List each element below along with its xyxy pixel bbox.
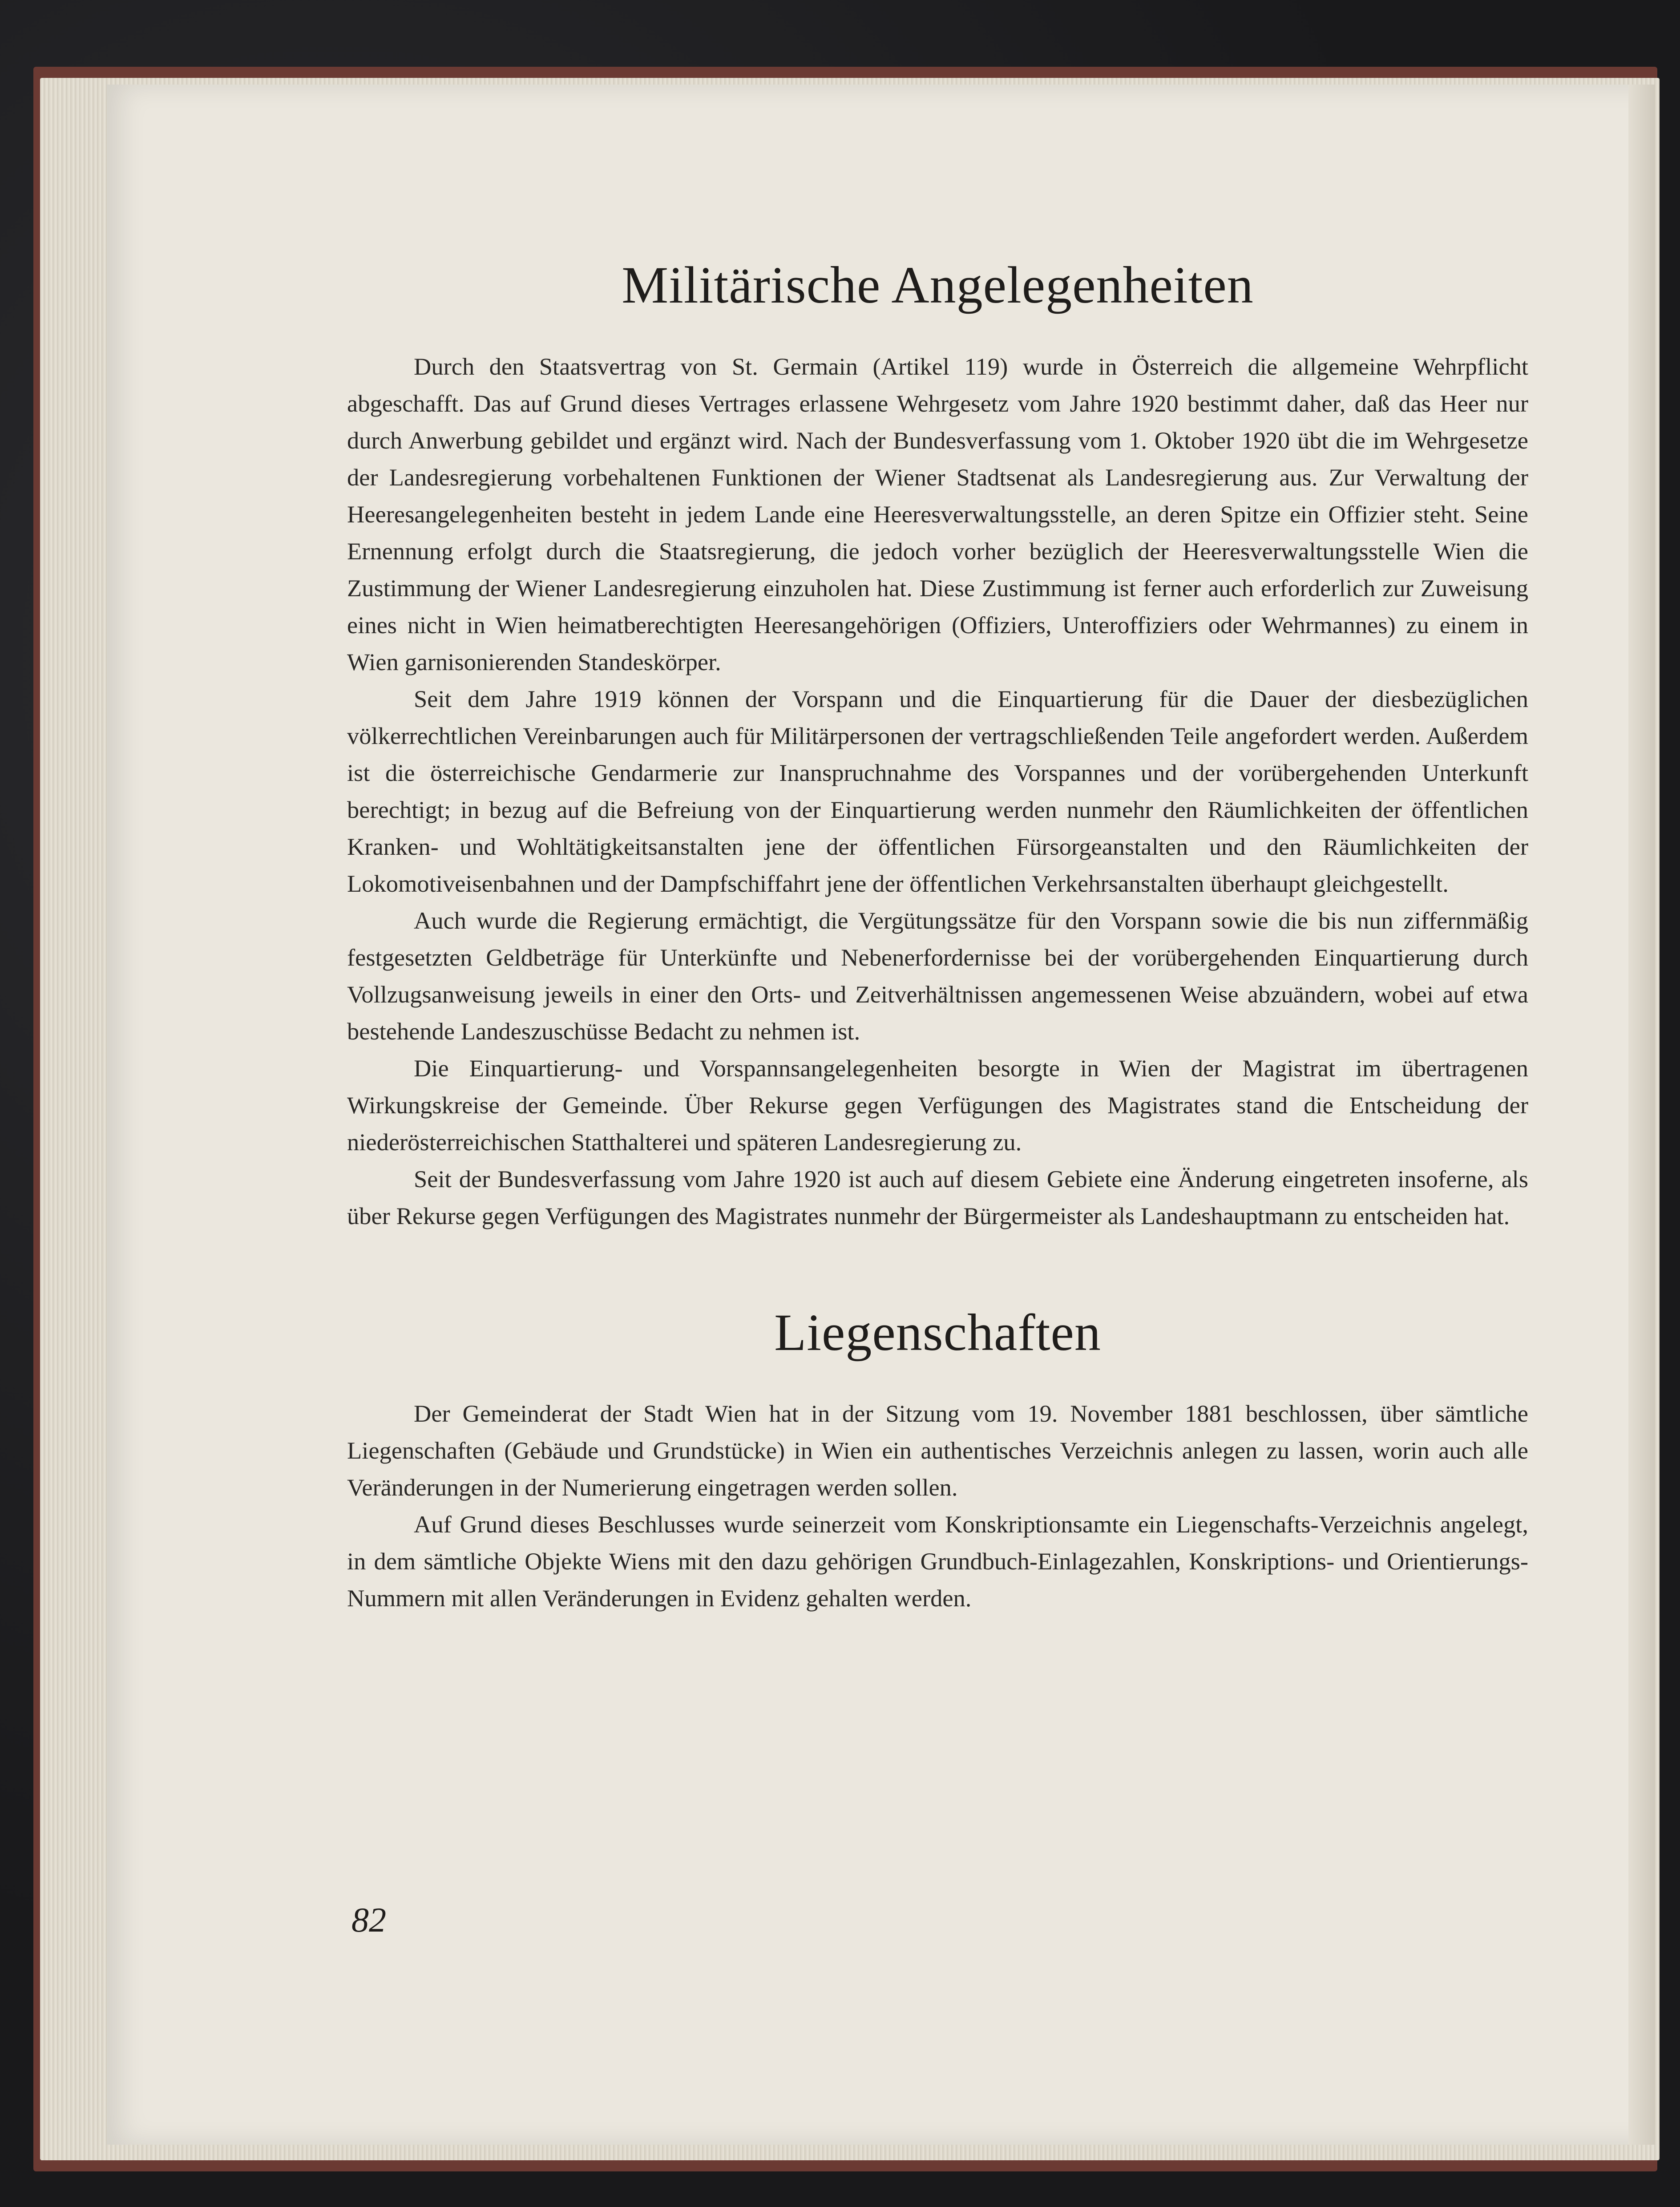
paragraph: Seit der Bundesverfassung vom Jahre 1920 ist auch auf diesem Gebiete eine Änderung eingetreten insoferne, als über Rekurse gegen Verfügungen des Magistrates nunmehr der Bürgermeister als Landeshauptmann zu entscheiden hat. — [347, 1165, 1528, 1229]
paragraph: Seit dem Jahre 1919 können der Vorspann und die Einquartierung für die Dauer der diesbezüglichen völkerrechtlichen Vereinbarungen auch für Militärpersonen der vertragschließenden Teile angefordert werden. Außerdem ist die österreichische Gendarmerie zur Inanspruchnahme des Vorspannes und der vorübergehenden Unterkunft berechtigt; in bezug auf die Befreiung von der Einquartierung werden nunmehr den Räumlichkeiten der öffentlichen Kranken- und Wohltätigkeitsanstalten jene der öffentlichen Fürsorgeanstalten und den Räumlichkeiten der Lokomotiveisenbahnen und der Dampfschiffahrt jene der öffentlichen Verkehrsanstalten überhaupt gleichgestellt. — [347, 685, 1528, 897]
paragraph: Durch den Staatsvertrag von St. Germain (Artikel 119) wurde in Österreich die allgemeine Wehrpflicht abgeschafft. Das auf Grund dieses Vertrages erlassene Wehrgesetz vom Jahre 1920 bestimmt daher, daß das Heer nur durch Anwerbung gebildet und ergänzt wird. Nach der Bundesverfassung vom 1. Oktober 1920 übt die im Wehrgesetze der Landesregierung vorbehaltenen Funktionen der Wiener Stadtsenat als Landesregierung aus. Zur Verwaltung der Heeresangelegenheiten besteht in jedem Lande eine Heeresverwaltungsstelle, an deren Spitze ein Offizier steht. Seine Ernennung erfolgt durch die Staatsregierung, die jedoch vorher bezüglich der Heeresverwaltungsstelle Wien die Zustimmung der Wiener Landesregierung einzuholen hat. Diese Zustimmung ist ferner auch erforderlich zur Zuweisung eines nicht in Wien heimatberechtigten Heeresangehörigen (Offiziers, Unteroffiziers oder Wehrmannes) zu einem in Wien garnisonierenden Standeskörper. — [347, 352, 1528, 675]
page-right-edge — [1628, 85, 1655, 2145]
page-content — [347, 240, 1528, 1617]
paragraph: Auf Grund dieses Beschlusses wurde seinerzeit vom Konskriptionsamte ein Liegenschafts-Verzeichnis angelegt, in dem sämtliche Objekte Wiens mit den dazu gehörigen Grundbuch-Einlagezahlen, Konskriptions- und Orientierungs-Nummern mit allen Veränderungen in Evidenz gehalten werden. — [347, 1511, 1528, 1612]
section-title-real-estate: Liegenschaften — [774, 1303, 1101, 1362]
page-number: 82 — [351, 1900, 386, 1939]
paragraph: Die Einquartierung- und Vorspannsangelegenheiten besorgte in Wien der Magistrat im übertragenen Wirkungskreise der Gemeinde. Über Rekurse gegen Verfügungen des Magistrates stand die Entscheidung der niederösterreichischen Statthalterei und späteren Landesregierung zu. — [347, 1054, 1528, 1156]
paragraph: Auch wurde die Regierung ermächtigt, die Vergütungssätze für den Vorspann sowie die bis nun ziffernmäßig festgesetzten Geldbeträge für Unterkünfte und Nebenerfordernisse bei der vorübergehenden Einquartierung durch Vollzugsanweisung jeweils in einer den Orts- und Zeitverhältnissen angemessenen Weise abzuändern, wobei auf etwa bestehende Landeszuschüsse Bedacht zu nehmen ist. — [347, 906, 1528, 1045]
section-title-military: Militärische Angelegenheiten — [622, 256, 1254, 314]
paragraph: Der Gemeinderat der Stadt Wien hat in der Sitzung vom 19. November 1881 beschlossen, über sämtliche Liegenschaften (Gebäude und Grundstücke) in Wien ein authentisches Verzeichnis anlegen zu lassen, worin auch alle Veränderungen in der Numerierung eingetragen werden sollen. — [347, 1400, 1528, 1501]
